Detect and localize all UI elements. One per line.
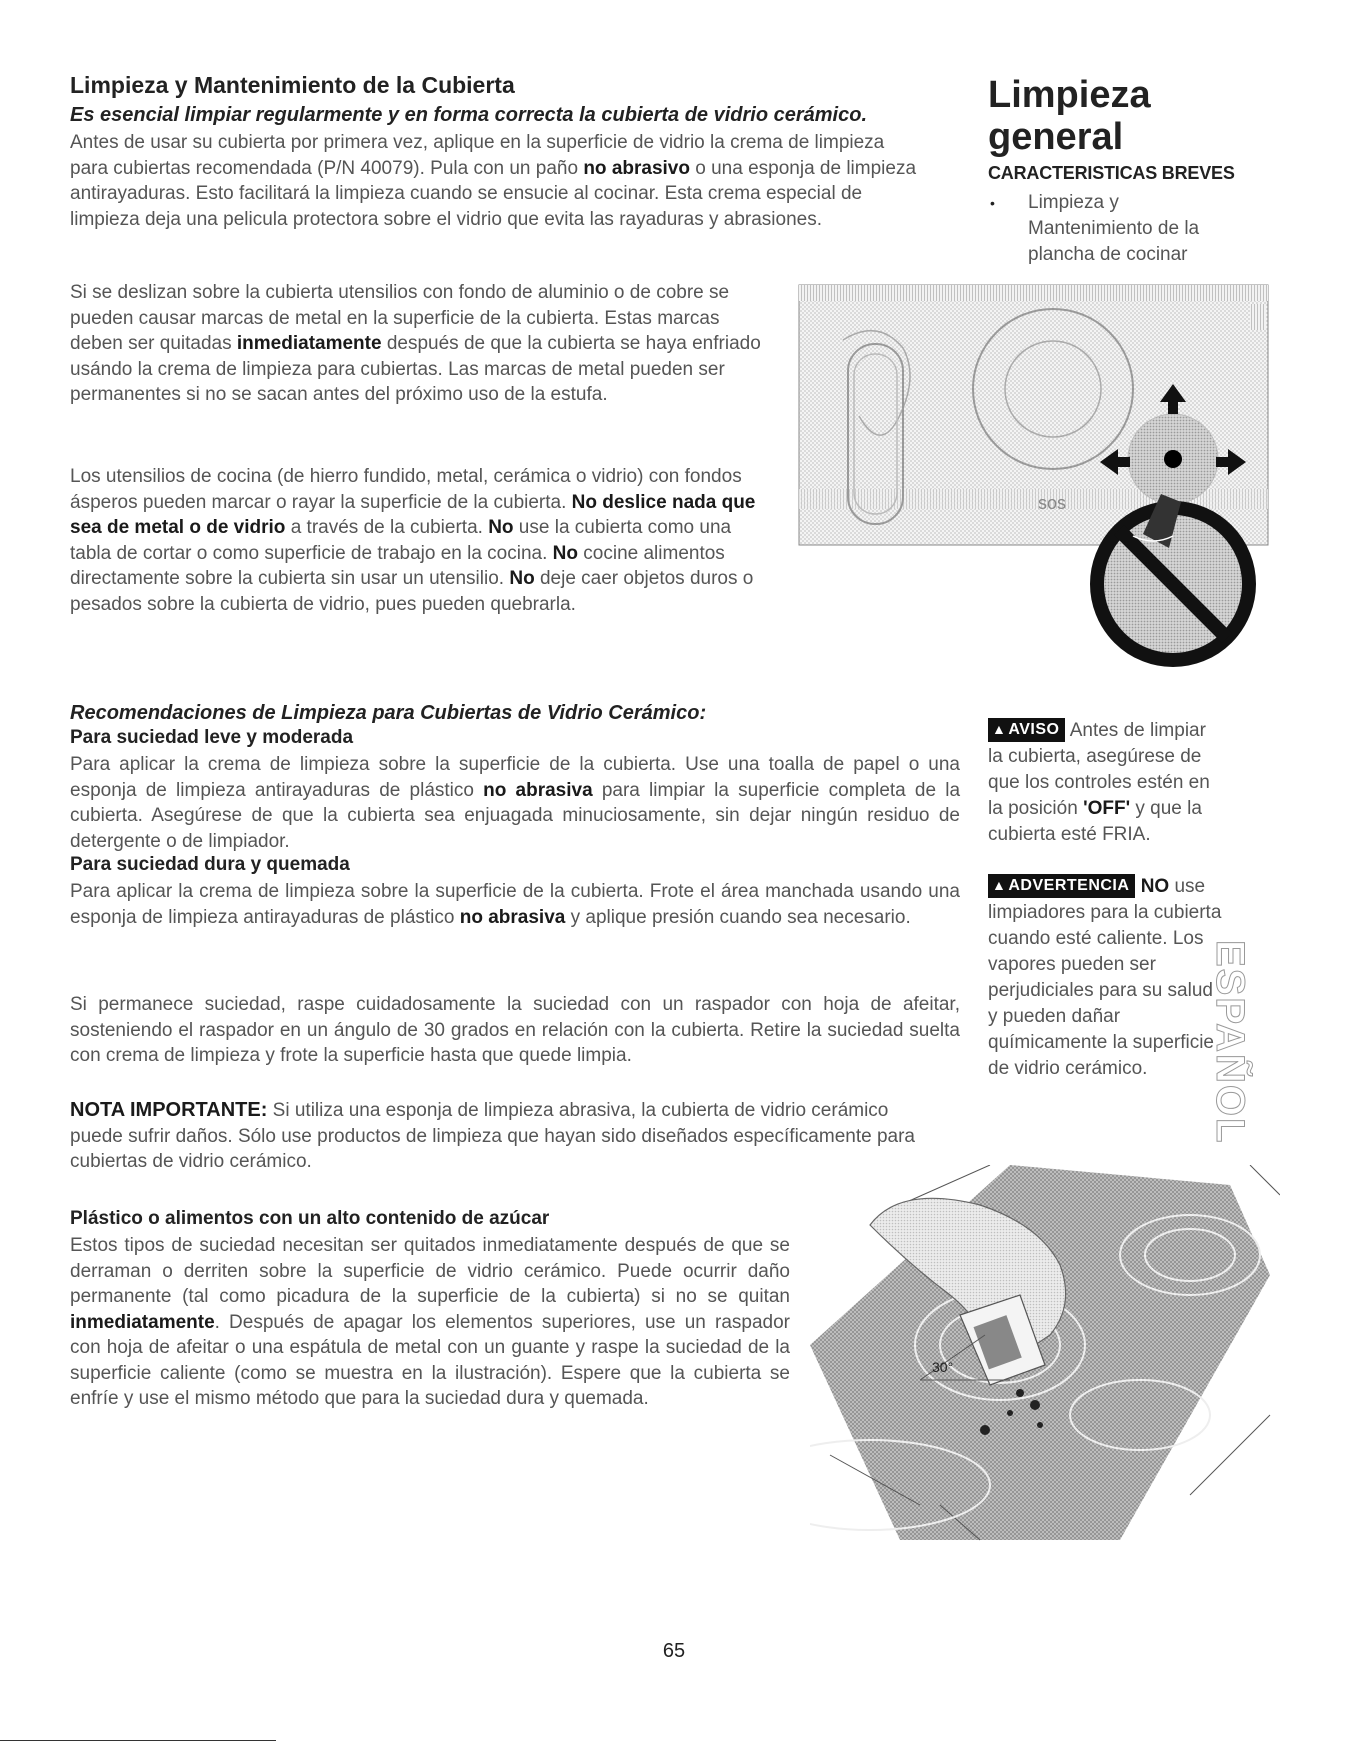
- warning-triangle-icon: ▲: [992, 721, 1007, 737]
- bullet: •: [990, 195, 995, 211]
- advertencia-warning: ▲ ADVERTENCIA NO use limpiadores para la cubierta cuando esté caliente. Los vapores pueden ser perjudiciales para su salud y pueden dañar químicamente la superficie de vidrio cerámico.: [988, 876, 1222, 1079]
- aviso-badge: ▲ AVISO: [988, 718, 1065, 742]
- language-tab: ESPAÑOL: [1208, 940, 1252, 1145]
- aviso-warning: ▲ AVISO Antes de limpiar la cubierta, asegúrese de que los controles estén en la posición 'OFF' y que la cubierta esté FRIA.: [988, 720, 1210, 845]
- footer-rule: [0, 1740, 276, 1741]
- angle-label: 30°: [932, 1359, 954, 1375]
- cookware-paragraph: Los utensilios de cocina (de hierro fundido, metal, cerámica o vidrio) con fondos ásperos pueden marcar o rayar la superficie de la cubierta. No deslice nada que sea de metal o de vidrio a través de la cubierta. No use la cubierta como una tabla de cortar o como superficie de trabajo en la cocina. No cocine alimentos directamente sobre la cubierta sin usar un utensilio. No deje caer objetos duros o pesados sobre la cubierta de vidrio, pues pueden quebrarla.: [70, 466, 756, 615]
- section-title-cleaning: Limpieza y Mantenimiento de la Cubierta: [70, 72, 515, 98]
- cooktop-no-slide-illustration: [798, 284, 1270, 674]
- light-soil-paragraph: Para aplicar la crema de limpieza sobre la superficie de la cubierta. Use una toalla de papel o una esponja de limpieza antirayaduras de plástico no abrasiva para limpiar la superficie completa de la cubierta. Asegúrese de que la cubierta sea enjuagada minuciosamente, sin dejar ningún residuo de detergente o de limpiador.: [70, 754, 961, 852]
- side-title: Limpieza general: [988, 74, 1151, 158]
- page-number: 65: [662, 1640, 686, 1662]
- advertencia-badge: ▲ ADVERTENCIA: [988, 874, 1135, 898]
- feature-list-item: • Limpieza y Mantenimiento de la plancha de cocinar: [990, 192, 1200, 265]
- light-soil-heading: Para suciedad leve y moderada: [70, 727, 354, 748]
- plastic-sugar-heading: Plástico o alimentos con un alto contenido de azúcar: [70, 1208, 550, 1229]
- hard-soil-heading: Para suciedad dura y quemada: [70, 854, 350, 875]
- scraper-paragraph: Si permanece suciedad, raspe cuidadosamente la suciedad con un raspador con hoja de afeitar, sosteniendo el raspador en un ángulo de 30 grados en relación con la cubierta. Retire la suciedad suelta con crema de limpieza y frote la superficie hasta que quede limpia.: [70, 994, 960, 1066]
- section-subtitle: Es esencial limpiar regularmente y en forma correcta la cubierta de vidrio cerámico.: [70, 104, 868, 126]
- hard-soil-paragraph: Para aplicar la crema de limpieza sobre la superficie de la cubierta. Frote el área manchada usando una esponja de limpieza antirayaduras de plástico no abrasiva y aplique presión cuando sea necesario.: [70, 881, 960, 928]
- recommendations-title: Recomendaciones de Limpieza para Cubiertas de Vidrio Cerámico:: [70, 702, 707, 724]
- important-note: NOTA IMPORTANTE: Si utiliza una esponja de limpieza abrasiva, la cubierta de vidrio cerámico puede sufrir daños. Sólo use productos de limpieza que hayan sido diseñados específicamente para cubiertas de vidrio cerámico.: [70, 1099, 915, 1172]
- scraper-illustration: [810, 1165, 1280, 1545]
- warning-triangle-icon: ▲: [992, 877, 1007, 893]
- intro-paragraph: Antes de usar su cubierta por primera vez, aplique en la superficie de vidrio la crema de limpieza para cubiertas recomendada (P/N 40079). Pula con un paño no abrasivo o una esponja de limpieza antirayaduras. Esto facilitará la limpieza cuando se ensucie al cocinar. Esta crema especial de limpieza deja una pelicula protectora sobre el vidrio que evita las rayaduras y abrasiones.: [70, 132, 917, 230]
- plastic-sugar-paragraph: Estos tipos de suciedad necesitan ser quitados inmediatamente después de que se derraman o derriten sobre la superficie de vidrio cerámico. Puede ocurrir daño permanente (tal como picadura de la superficie de la cubierta) si no se quitan inmediatamente. Después de apagar los elementos superiores, use un raspador con hoja de afeitar o una espátula de metal con un guante y raspe la suciedad de la superficie caliente (como se muestra en la ilustración). Espere que la cubierta se enfríe y use el mismo método que para la suciedad dura y quemada.: [70, 1235, 790, 1409]
- metal-marks-paragraph: Si se deslizan sobre la cubierta utensilios con fondo de aluminio o de cobre se pueden causar marcas de metal en la superficie de la cubierta. Estas marcas deben ser quitadas inmediatamente después de que la cubierta se haya enfriado usándo la crema de limpieza para cubiertas. Las marcas de metal pueden ser permanentes si no se sacan antes del próximo uso de la estufa.: [70, 282, 761, 405]
- features-heading: CARACTERISTICAS BREVES: [988, 163, 1235, 183]
- control-label: sos: [1038, 493, 1067, 513]
